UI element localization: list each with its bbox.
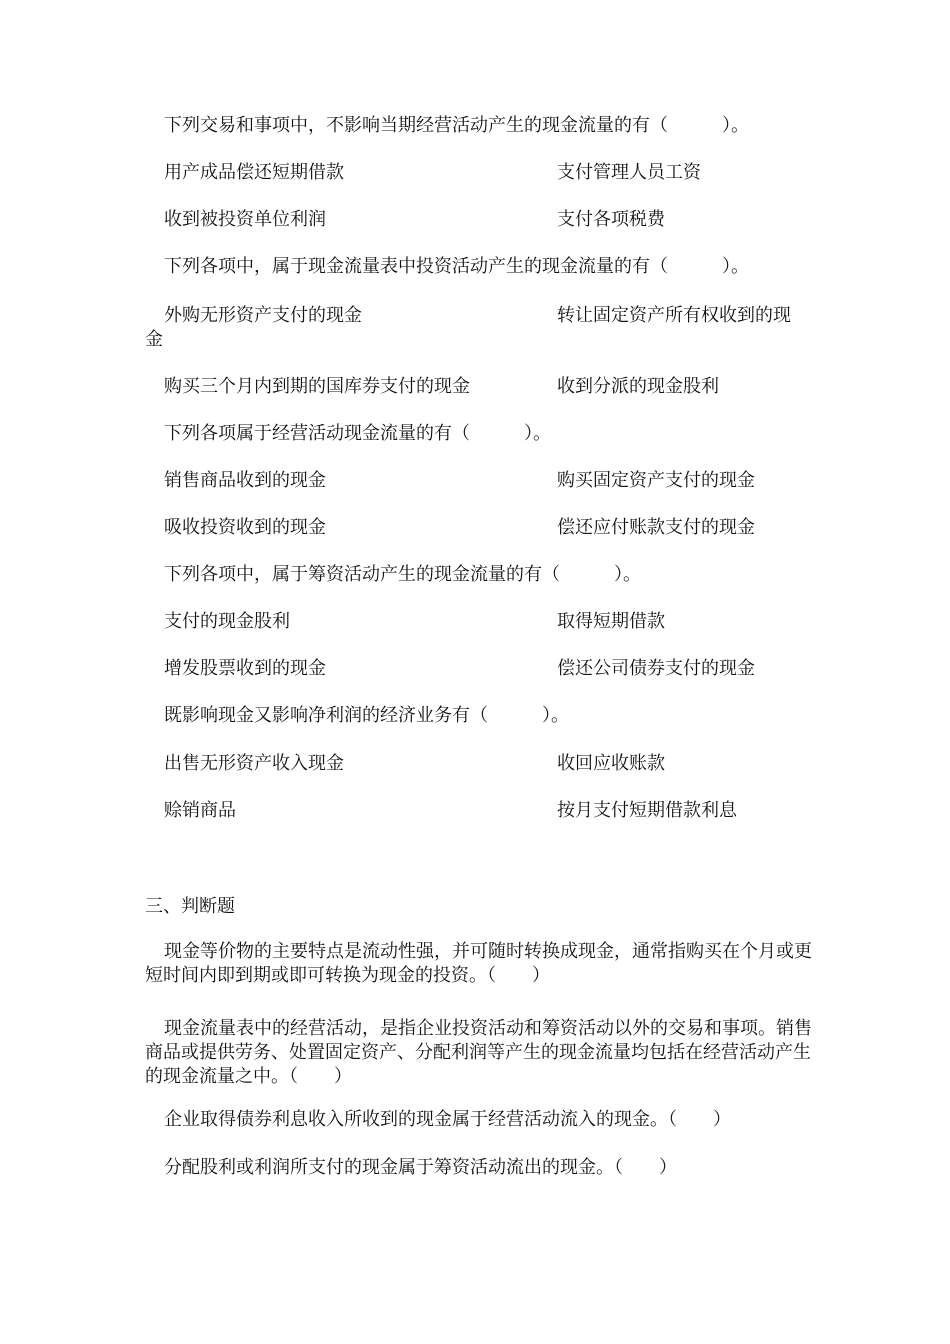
option-5c: 赊销商品: [164, 800, 236, 821]
option-4b: 取得短期借款: [557, 611, 665, 632]
option-2c: 购买三个月内到期的国库券支付的现金: [164, 376, 470, 397]
judgement-item-1: 现金等价物的主要特点是流动性强，并可随时转换成现金，通常指购买在个月或更短时间内即到期或即可转换为现金的投资。（ ）: [145, 941, 812, 986]
option-1a: 用产成品偿还短期借款: [164, 162, 344, 183]
option-4a: 支付的现金股利: [164, 611, 290, 632]
option-1c: 收到被投资单位利润: [164, 209, 326, 230]
option-5a: 出售无形资产收入现金: [164, 753, 344, 774]
question-5: 既影响现金又影响净利润的经济业务有（ ）。: [164, 705, 569, 726]
option-1b: 支付管理人员工资: [557, 162, 701, 183]
option-2d: 收到分派的现金股利: [557, 376, 719, 397]
judgement-item-3: 企业取得债券利息收入所收到的现金属于经营活动流入的现金。（ ）: [164, 1109, 731, 1130]
question-1: 下列交易和事项中，不影响当期经营活动产生的现金流量的有（ ）。: [164, 115, 749, 136]
option-5d: 按月支付短期借款利息: [557, 800, 737, 821]
option-2b-wrap: 金: [145, 329, 163, 350]
question-2: 下列各项中，属于现金流量表中投资活动产生的现金流量的有（ ）。: [164, 256, 749, 277]
option-3d: 偿还应付账款支付的现金: [557, 517, 755, 538]
section-heading: 三、判断题: [145, 896, 235, 917]
option-2b: 转让固定资产所有权收到的现: [557, 305, 791, 326]
option-2a: 外购无形资产支付的现金: [164, 305, 362, 326]
option-3a: 销售商品收到的现金: [164, 470, 326, 491]
option-3c: 吸收投资收到的现金: [164, 517, 326, 538]
option-4d: 偿还公司债券支付的现金: [557, 658, 755, 679]
question-4: 下列各项中，属于筹资活动产生的现金流量的有（ ）。: [164, 564, 641, 585]
judgement-item-2: 现金流量表中的经营活动，是指企业投资活动和筹资活动以外的交易和事项。销售商品或提供劳务、处置固定资产、分配利润等产生的现金流量均包括在经营活动产生的现金流量之中。（ ）: [145, 1018, 812, 1087]
judgement-item-4: 分配股利或利润所支付的现金属于筹资活动流出的现金。（ ）: [164, 1157, 677, 1178]
option-1d: 支付各项税费: [557, 209, 665, 230]
option-3b: 购买固定资产支付的现金: [557, 470, 755, 491]
question-3: 下列各项属于经营活动现金流量的有（ ）。: [164, 423, 551, 444]
option-5b: 收回应收账款: [557, 753, 665, 774]
option-4c: 增发股票收到的现金: [164, 658, 326, 679]
